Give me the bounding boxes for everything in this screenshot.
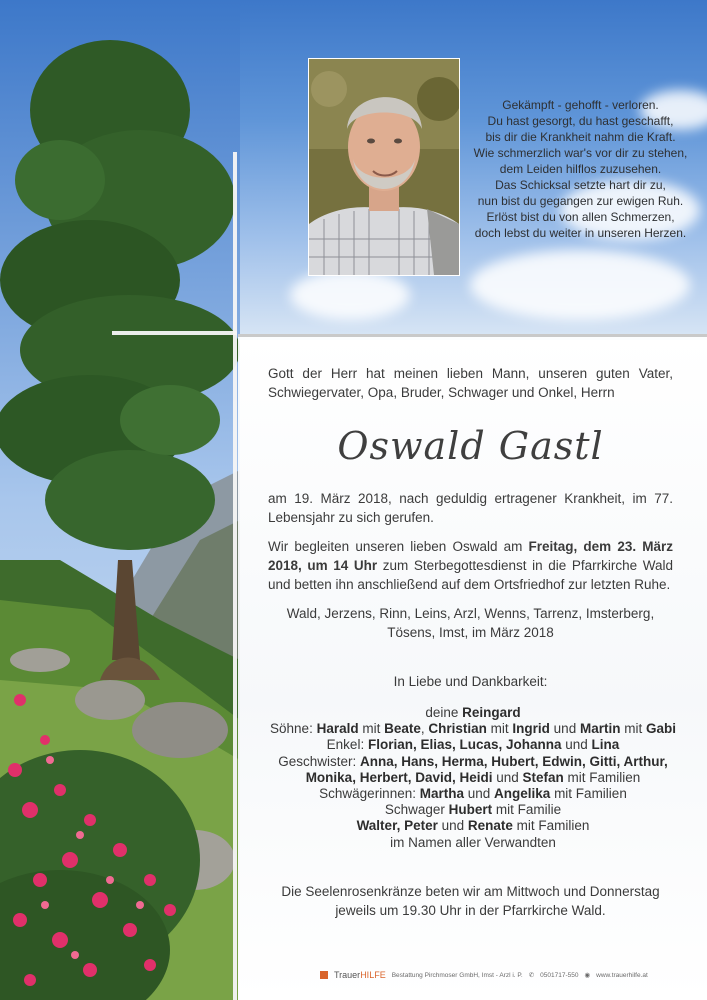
label: deine <box>425 705 463 720</box>
website-link[interactable]: www.trauerhilfe.at <box>596 971 648 979</box>
places-text <box>268 604 673 642</box>
family-line-wife <box>244 705 702 721</box>
portrait-photo <box>308 58 460 276</box>
intro-text: Gott der Herr hat meinen lieben Mann, unseren guten Vater, Schwiegervater, Opa, Bruder, Schwager und Onkel, Herrn <box>268 366 673 400</box>
poem-line: Gekämpft - gehofft - verloren. <box>502 98 659 112</box>
family-name: Ingrid <box>512 721 550 737</box>
family-line-relatives: im Namen aller Verwandten <box>390 834 556 850</box>
cross-horizontal-bar <box>112 331 237 335</box>
poem-line: bis dir die Krankheit nahm die Kraft. <box>485 130 676 144</box>
phone-number: 0501717-550 <box>540 971 579 979</box>
connector: mit <box>486 721 513 737</box>
death-notice-text: am 19. März 2018, nach geduldig ertragener Krankheit, im 77. Lebensjahr zu sich gerufen. <box>268 491 673 525</box>
family-name: Anna, Hans, Herma, Hubert, Edwin, Gitti, Arthur, <box>359 753 668 769</box>
family-name: Angelika <box>494 786 551 802</box>
family-list <box>244 705 702 851</box>
poem-line: Wie schmerzlich war's vor dir zu stehen, <box>473 146 688 160</box>
cross-vertical-bar <box>233 152 237 1000</box>
rosary-line: Die Seelenrosenkränze beten wir am Mittwoch und Donnerstag <box>281 884 660 899</box>
funeral-service-text <box>268 537 673 594</box>
poem-line: Du hast gesorgt, du hast geschafft, <box>487 114 674 128</box>
family-line-grandchildren <box>244 737 702 753</box>
family-name: Martin <box>579 721 621 737</box>
connector: und <box>492 769 523 785</box>
poem-line: doch lebst du weiter in unseren Herzen. <box>474 226 687 240</box>
label: Schwager <box>384 802 449 818</box>
places-line: Wald, Jerzens, Rinn, Leins, Arzl, Wenns, Tarrenz, Imsterberg, <box>286 606 655 621</box>
phone-icon: ✆ <box>528 972 535 979</box>
deceased-name: Oswald Gastl <box>337 424 604 468</box>
connector: mit Familien <box>563 769 641 785</box>
footer <box>320 968 700 982</box>
connector: mit <box>358 721 385 737</box>
family-line-others <box>244 818 702 834</box>
connector: und <box>561 737 592 753</box>
trauerhilfe-logo-icon <box>320 971 328 979</box>
family-line-siblings <box>244 770 702 786</box>
connector: und <box>549 721 580 737</box>
panel-top-edge <box>238 334 707 337</box>
family-name: Lina <box>591 737 620 753</box>
landscape-image <box>0 0 240 1000</box>
cloud <box>470 250 690 320</box>
label: Geschwister: <box>278 753 360 769</box>
family-name: Harald <box>316 721 359 737</box>
rosary-notice <box>268 882 673 920</box>
label: Enkel: <box>326 737 368 753</box>
family-name: Reingard <box>462 705 521 720</box>
family-name: Beate <box>384 721 421 737</box>
poem <box>458 97 703 241</box>
label: Schwägerinnen: <box>319 786 420 802</box>
service-date: Freitag, dem 23. März 2018, um 14 Uhr <box>268 539 674 573</box>
family-name: Renate <box>467 818 513 834</box>
poem-line: nun bist du gegangen zur ewigen Ruh. <box>477 194 684 208</box>
poem-line: Erlöst bist du von allen Schmerzen, <box>486 210 675 224</box>
pine-tree-landscape-illustration <box>0 0 240 1000</box>
trauerhilfe-logo <box>334 970 386 980</box>
family-name: Walter, Peter <box>356 818 438 834</box>
poem-line: dem Leiden hilflos zuzusehen. <box>499 162 662 176</box>
portrait-illustration <box>309 59 459 275</box>
family-line-sons <box>244 721 702 737</box>
family-line-siblings <box>244 754 702 770</box>
service-text: zum Sterbegottesdienst in die Pfarrkirche Wald und betten ihn anschließend auf dem Ortsfriedhof zur letzten Ruhe. <box>268 558 673 592</box>
gratitude-heading: In Liebe und Dankbarkeit: <box>393 674 548 689</box>
cloud <box>290 270 410 320</box>
family-line-sisters-in-law <box>244 786 702 802</box>
logo-part: Trauer <box>334 970 361 980</box>
family-name: Florian, Elias, Lucas, Johanna <box>367 737 562 753</box>
family-name: Hubert <box>448 802 493 818</box>
family-line-brother-in-law <box>244 802 702 818</box>
connector: mit Familien <box>550 786 627 802</box>
connector: , <box>420 721 429 737</box>
company-name: Bestattung Pirchmoser GmbH, Imst - Arzl i. P. <box>391 971 523 979</box>
family-name: Stefan <box>522 769 564 785</box>
rosary-line: jeweils um 19.30 Uhr in der Pfarrkirche Wald. <box>335 903 606 918</box>
family-name: Monika, Herbert, David, Heidi <box>305 769 493 785</box>
connector: mit Familie <box>492 802 562 818</box>
service-text: Wir begleiten unseren lieben Oswald am <box>268 539 529 554</box>
connector: und <box>464 786 495 802</box>
connector: mit <box>620 721 646 737</box>
family-name: Martha <box>419 786 464 802</box>
label: Söhne: <box>270 721 317 737</box>
connector: mit Familien <box>512 818 590 834</box>
family-name: Christian <box>428 721 487 737</box>
logo-part: HILFE <box>360 970 386 980</box>
connector: und <box>437 818 468 834</box>
poem-line: Das Schicksal setzte hart dir zu, <box>495 178 666 192</box>
places-line: Tösens, Imst, im März 2018 <box>387 625 554 640</box>
family-name: Gabi <box>645 721 676 737</box>
globe-icon: ◉ <box>584 972 591 979</box>
